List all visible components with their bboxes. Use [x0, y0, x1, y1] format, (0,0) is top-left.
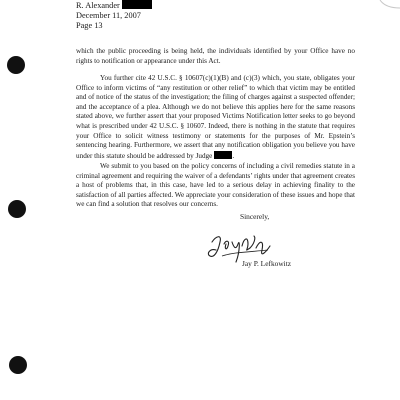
paragraph-2: [76, 74, 355, 161]
letter-date: December 11, 2007: [76, 11, 141, 21]
punch-hole: [7, 56, 25, 74]
punch-hole: [8, 200, 26, 218]
page-corner-mark: [378, 0, 400, 10]
redaction-box: [122, 0, 152, 9]
punch-hole: [9, 356, 27, 374]
recipient-line: [76, 0, 152, 11]
paragraph-1: which the public proceeding is being held, the individuals identified by your Office have no rights to notification or appearance under this Act.: [76, 47, 355, 65]
signer-name: Jay P. Lefkowitz: [242, 259, 292, 268]
paragraph-2-body: You further cite 42 U.S.C. § 10607(c)(1)(B) and (c)(3) which, you state, obligates your Office to inform victims of “any restitution or other relief” to which that victim may be entitled and of notice of the status of the investigation; the filing of charges against a suspected offender; and the acceptance of a plea. Although we do not believe this applies here for the same reasons stated above, we further assert that your proposed Victims Notification letter seeks to go beyond what is prescribed under 42 U.S.C. § 10607. Indeed, there is nothing in the statute that requires your Office to solicit witness testimony or statements for the purposes of Mr. Epstein’s sentencing hearing. Furthermore, we assert that any notification obligation you believe you have under this statute should be addressed by Judge: [76, 74, 355, 160]
letter-header: [76, 0, 152, 32]
paragraph-2-text: [76, 74, 355, 161]
recipient-name: R. Alexander: [76, 1, 120, 10]
paragraph-3: [76, 162, 355, 210]
redaction-box: [214, 151, 235, 160]
paragraph-3-text: We submit to you based on the policy concerns of including a civil remedies statute in a criminal agreement and requiring the waiver of a defendants’ rights under that agreement creates a host of problems that, in this case, have led to a serious delay in achieving finality to the satisfaction of all parties affected. We appreciate your consideration of these issues and hope that we can find a solution that resolves our concerns.: [76, 162, 355, 209]
page-number: Page 13: [76, 21, 103, 31]
signoff: Sincerely,: [240, 212, 270, 221]
paragraph-2-end: .: [232, 151, 235, 160]
